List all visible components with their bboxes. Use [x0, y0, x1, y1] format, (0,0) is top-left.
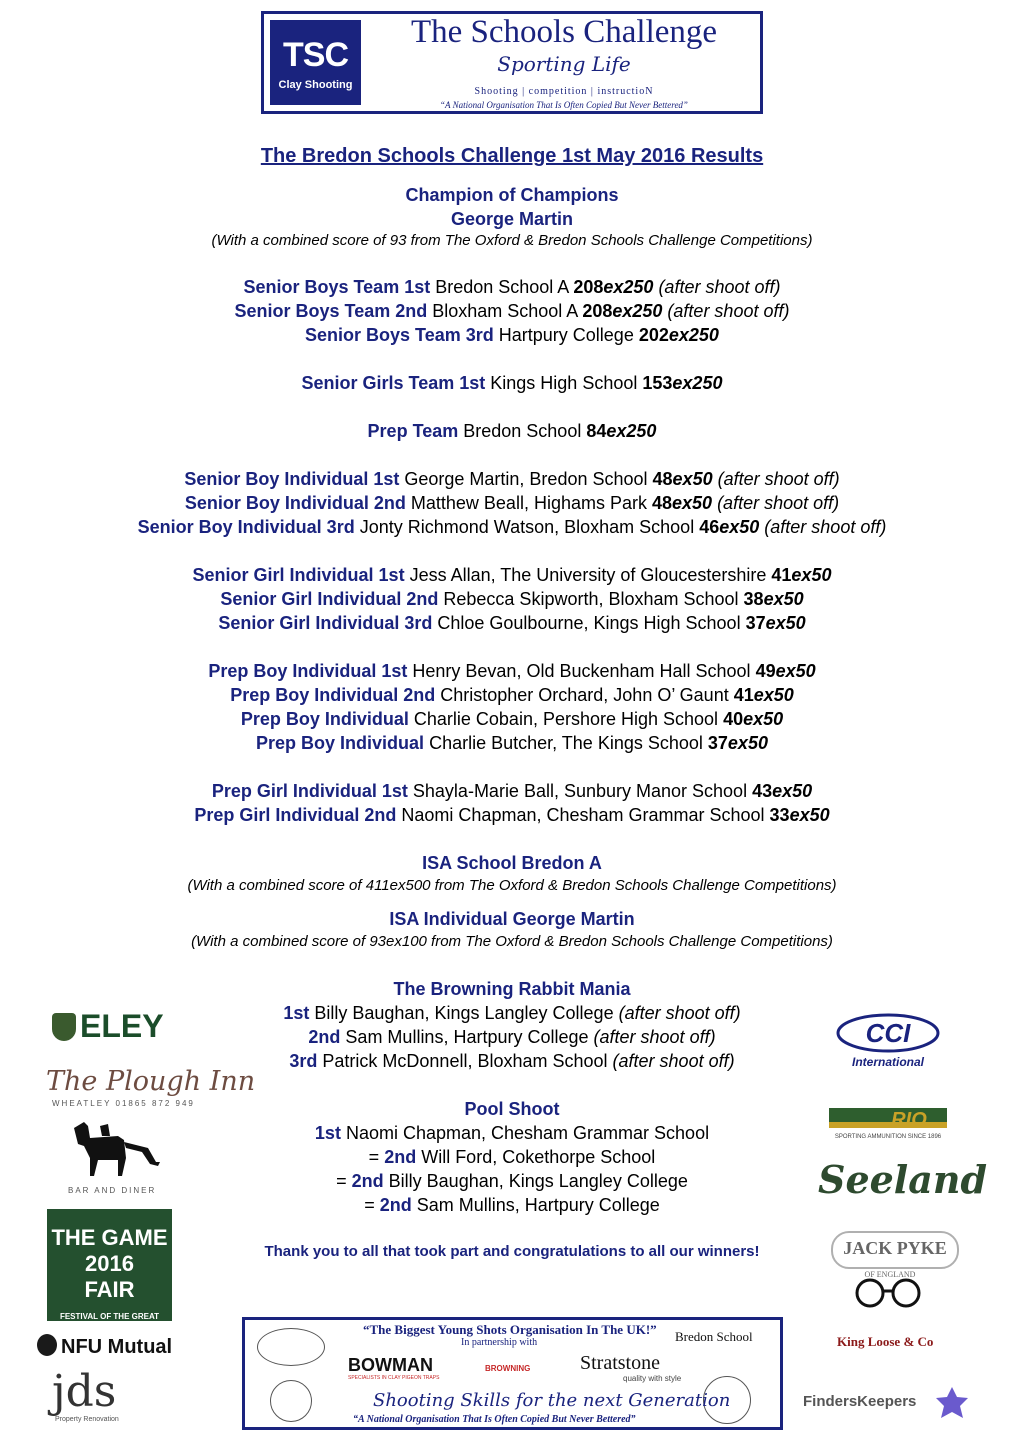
result-row — [0, 515, 1024, 539]
nfu-mutual-logo — [37, 1334, 172, 1359]
result-detail: Henry Bevan, Old Buckenham Hall School — [407, 661, 756, 681]
horse-plough-icon — [70, 1118, 162, 1185]
result-ex: ex50 — [753, 685, 794, 705]
page-title: The Bredon Schools Challenge 1st May 2016 Results — [260, 145, 764, 167]
result-row — [0, 611, 1024, 635]
pool-place: 2nd — [384, 1147, 417, 1167]
oxford-gun-company-logo — [257, 1328, 325, 1366]
isa-school-note: (With a combined score of 411ex500 from The Oxford & Bredon Schools Challenge Competitions) — [187, 877, 837, 894]
glasses-icon — [850, 1271, 930, 1316]
rio-subtitle: SPORTING AMMUNITION SINCE 1896 — [834, 1134, 942, 1140]
pool-detail: Naomi Chapman, Chesham Grammar School — [340, 1123, 710, 1143]
result-label: Prep Team — [367, 421, 459, 441]
result-ex: ex50 — [789, 805, 830, 825]
result-ex: ex50 — [727, 733, 768, 753]
pool-detail: Sam Mullins, Hartpury College — [411, 1195, 660, 1215]
plough-inn-subtitle: WHEATLEY 01865 872 949 — [52, 1099, 195, 1108]
result-label: Prep Boy Individual — [256, 733, 425, 753]
king-loose-logo: King Loose & Co — [837, 1334, 934, 1349]
isa-individual-heading: ISA Individual George Martin — [389, 909, 635, 929]
rabbit-detail: Patrick McDonnell, Bloxham School — [317, 1051, 613, 1071]
cpsa-logo — [270, 1380, 312, 1422]
result-row — [0, 779, 1024, 803]
result-score: 37 — [745, 613, 766, 633]
cci-international-logo — [836, 1013, 940, 1069]
footer-quote: “The Biggest Young Shots Organisation In The UK!” — [363, 1322, 657, 1337]
result-ex: ex250 — [668, 325, 719, 345]
banner-title: The Schools Challenge — [410, 14, 718, 50]
result-detail: Christopher Orchard, John O’ Gaunt — [435, 685, 734, 705]
result-row — [0, 707, 1024, 731]
result-note: (after shoot off) — [712, 469, 840, 489]
header-banner — [261, 11, 763, 114]
footer-partner: In partnership with — [461, 1337, 538, 1348]
game-fair-logo — [47, 1209, 172, 1332]
result-row — [0, 731, 1024, 755]
result-ex: ex50 — [765, 613, 806, 633]
champion-note: (With a combined score of 93 from The Oxford & Bredon Schools Challenge Competitions) — [211, 232, 813, 249]
result-ex: ex50 — [763, 589, 804, 609]
result-label: Prep Boy Individual 2nd — [230, 685, 436, 705]
tsc-logo-subtitle: Clay Shooting — [278, 79, 353, 91]
result-score: 208 — [582, 301, 613, 321]
seeland-logo: Seeland — [818, 1157, 988, 1202]
result-note: (after shoot off) — [662, 301, 790, 321]
result-score: 37 — [707, 733, 728, 753]
pool-place: 1st — [314, 1123, 341, 1143]
result-score: 208 — [573, 277, 604, 297]
result-note: (after shoot off) — [712, 493, 840, 513]
result-score: 41 — [733, 685, 754, 705]
result-ex: ex250 — [603, 277, 654, 297]
result-label: Senior Boys Team 1st — [243, 277, 431, 297]
result-score: 84 — [586, 421, 607, 441]
tsc-logo — [270, 20, 361, 105]
result-row — [0, 299, 1024, 323]
result-row — [0, 659, 1024, 683]
footer-slogan: Shooting Skills for the next Generation — [373, 1390, 731, 1411]
champion-heading: Champion of Champions — [405, 185, 619, 205]
finders-keepers-icon — [934, 1386, 970, 1425]
result-note: (after shoot off) — [759, 517, 887, 537]
result-row — [0, 371, 1024, 395]
result-row — [0, 683, 1024, 707]
isa-school-heading: ISA School Bredon A — [422, 853, 602, 873]
pool-detail: Will Ford, Cokethorpe School — [416, 1147, 656, 1167]
rabbit-place: 2nd — [308, 1027, 341, 1047]
result-score: 40 — [723, 709, 744, 729]
pool-place: 2nd — [351, 1171, 384, 1191]
result-label: Prep Boy Individual 1st — [208, 661, 408, 681]
result-detail: Chloe Goulbourne, Kings High School — [432, 613, 746, 633]
result-ex: ex250 — [606, 421, 657, 441]
result-label: Senior Boy Individual 3rd — [137, 517, 355, 537]
result-detail: Rebecca Skipworth, Bloxham School — [438, 589, 744, 609]
finders-keepers-logo: FindersKeepers — [803, 1393, 917, 1410]
result-row — [0, 419, 1024, 443]
result-ex: ex250 — [672, 373, 723, 393]
rio-text: RIO — [891, 1109, 927, 1131]
result-detail: Bredon School A — [430, 277, 574, 297]
jack-pyke-subtitle: OF ENGLAND — [864, 1271, 916, 1279]
result-ex: ex50 — [719, 517, 760, 537]
pool-place: 2nd — [379, 1195, 412, 1215]
jack-pyke-logo: JACK PYKE — [831, 1231, 959, 1269]
rabbit-detail: Billy Baughan, Kings Langley College — [309, 1003, 619, 1023]
result-score: 49 — [755, 661, 776, 681]
result-label: Senior Boy Individual 1st — [184, 469, 400, 489]
footer-banner — [242, 1317, 783, 1430]
pool-heading: Pool Shoot — [464, 1099, 560, 1119]
rabbit-note: (after shoot off) — [593, 1027, 716, 1047]
banner-tagline: Shooting | competition | instructioN — [474, 86, 654, 97]
banner-quote: “A National Organisation That Is Often Copied But Never Bettered” — [440, 100, 688, 110]
thanks-message: Thank you to all that took part and congratulations to all our winners! — [264, 1243, 760, 1260]
pool-prefix: = — [364, 1195, 380, 1215]
result-row — [0, 323, 1024, 347]
result-detail: Jess Allan, The University of Gloucestershire — [404, 565, 772, 585]
eley-text: ELEY — [80, 1008, 164, 1044]
result-label: Prep Girl Individual 2nd — [194, 805, 397, 825]
rabbit-note: (after shoot off) — [618, 1003, 741, 1023]
result-detail: Jonty Richmond Watson, Bloxham School — [354, 517, 700, 537]
result-row — [0, 275, 1024, 299]
result-score: 153 — [642, 373, 673, 393]
result-label: Senior Boys Team 3rd — [305, 325, 494, 345]
result-detail: George Martin, Bredon School — [399, 469, 653, 489]
rabbit-note: (after shoot off) — [612, 1051, 735, 1071]
result-score: 38 — [743, 589, 764, 609]
result-score: 33 — [769, 805, 790, 825]
result-detail: Charlie Butcher, The Kings School — [424, 733, 708, 753]
isa-individual-note: (With a combined score of 93ex100 from The Oxford & Bredon Schools Challenge Competitions) — [191, 933, 833, 950]
result-label: Senior Boys Team 2nd — [234, 301, 428, 321]
tsc-logo-text: TSC — [283, 36, 348, 74]
plough-inn-logo: The Plough Inn — [46, 1066, 256, 1097]
rabbit-detail: Sam Mullins, Hartpury College — [340, 1027, 594, 1047]
result-score: 41 — [771, 565, 792, 585]
result-ex: ex50 — [743, 709, 784, 729]
result-detail: Naomi Chapman, Chesham Grammar School — [396, 805, 770, 825]
result-label: Prep Boy Individual — [240, 709, 409, 729]
result-score: 202 — [638, 325, 669, 345]
result-row — [0, 803, 1024, 827]
eley-logo — [52, 1008, 164, 1045]
result-score: 48 — [651, 493, 673, 513]
result-score: 46 — [699, 517, 720, 537]
result-score: 43 — [752, 781, 773, 801]
banner-script: Sporting Life — [497, 52, 631, 76]
result-detail: Kings High School — [485, 373, 643, 393]
game-fair-subtitle: FESTIVAL OF THE GREAT BRITISH COUNTRYSIDE — [59, 1312, 160, 1332]
rabbit-place: 1st — [283, 1003, 310, 1023]
result-row — [0, 467, 1024, 491]
result-ex: ex50 — [672, 493, 713, 513]
result-label: Prep Girl Individual 1st — [211, 781, 408, 801]
stratstone-logo: Stratstone — [580, 1352, 660, 1374]
result-ex: ex50 — [775, 661, 816, 681]
result-label: Senior Girl Individual 2nd — [220, 589, 439, 609]
result-detail: Charlie Cobain, Pershore High School — [408, 709, 724, 729]
nfu-text: NFU Mutual — [61, 1336, 173, 1358]
rabbit-place: 3rd — [289, 1051, 318, 1071]
result-label: Senior Boy Individual 2nd — [184, 493, 406, 513]
result-ex: ex250 — [612, 301, 663, 321]
jds-subtitle: Property Renovation — [55, 1416, 119, 1423]
champion-name: George Martin — [450, 209, 574, 229]
result-label: Senior Girls Team 1st — [301, 373, 486, 393]
result-score: 48 — [652, 469, 673, 489]
result-detail: Bredon School — [458, 421, 587, 441]
stratstone-subtitle: quality with style — [623, 1374, 682, 1383]
footer-bottom-quote: “A National Organisation That Is Often Copied But Never Bettered” — [353, 1414, 636, 1425]
result-row — [0, 491, 1024, 515]
result-ex: ex50 — [772, 781, 813, 801]
game-fair-title: THE GAME 2016 — [51, 1225, 168, 1276]
result-note: (after shoot off) — [653, 277, 781, 297]
jds-logo: jds — [52, 1366, 117, 1417]
result-detail: Shayla-Marie Ball, Sunbury Manor School — [407, 781, 753, 801]
result-ex: ex50 — [672, 469, 713, 489]
pool-prefix: = — [336, 1171, 352, 1191]
nfu-icon — [37, 1334, 57, 1356]
browning-logo: BROWNING — [485, 1364, 531, 1373]
pool-detail: Billy Baughan, Kings Langley College — [383, 1171, 688, 1191]
rio-logo — [829, 1108, 947, 1140]
result-label: Senior Girl Individual 1st — [192, 565, 405, 585]
cci-text: CCI — [865, 1018, 911, 1048]
bowman-logo: BOWMAN — [348, 1355, 433, 1375]
rabbit-heading: The Browning Rabbit Mania — [393, 979, 631, 999]
bar-diner-text: BAR AND DINER — [68, 1186, 157, 1195]
result-detail: Bloxham School A — [427, 301, 583, 321]
cci-subtitle: International — [851, 1055, 925, 1069]
bredon-school-logo: Bredon School — [675, 1329, 753, 1344]
result-label: Senior Girl Individual 3rd — [218, 613, 433, 633]
bowman-subtitle: SPECIALISTS IN CLAY PIGEON TRAPS — [348, 1375, 440, 1381]
result-ex: ex50 — [791, 565, 832, 585]
result-detail: Hartpury College — [493, 325, 639, 345]
result-row — [0, 563, 1024, 587]
result-detail: Matthew Beall, Highams Park — [405, 493, 652, 513]
result-row — [0, 587, 1024, 611]
eley-shield-icon — [52, 1013, 76, 1041]
game-fair-fair: FAIR — [84, 1277, 135, 1302]
pool-prefix: = — [368, 1147, 385, 1167]
